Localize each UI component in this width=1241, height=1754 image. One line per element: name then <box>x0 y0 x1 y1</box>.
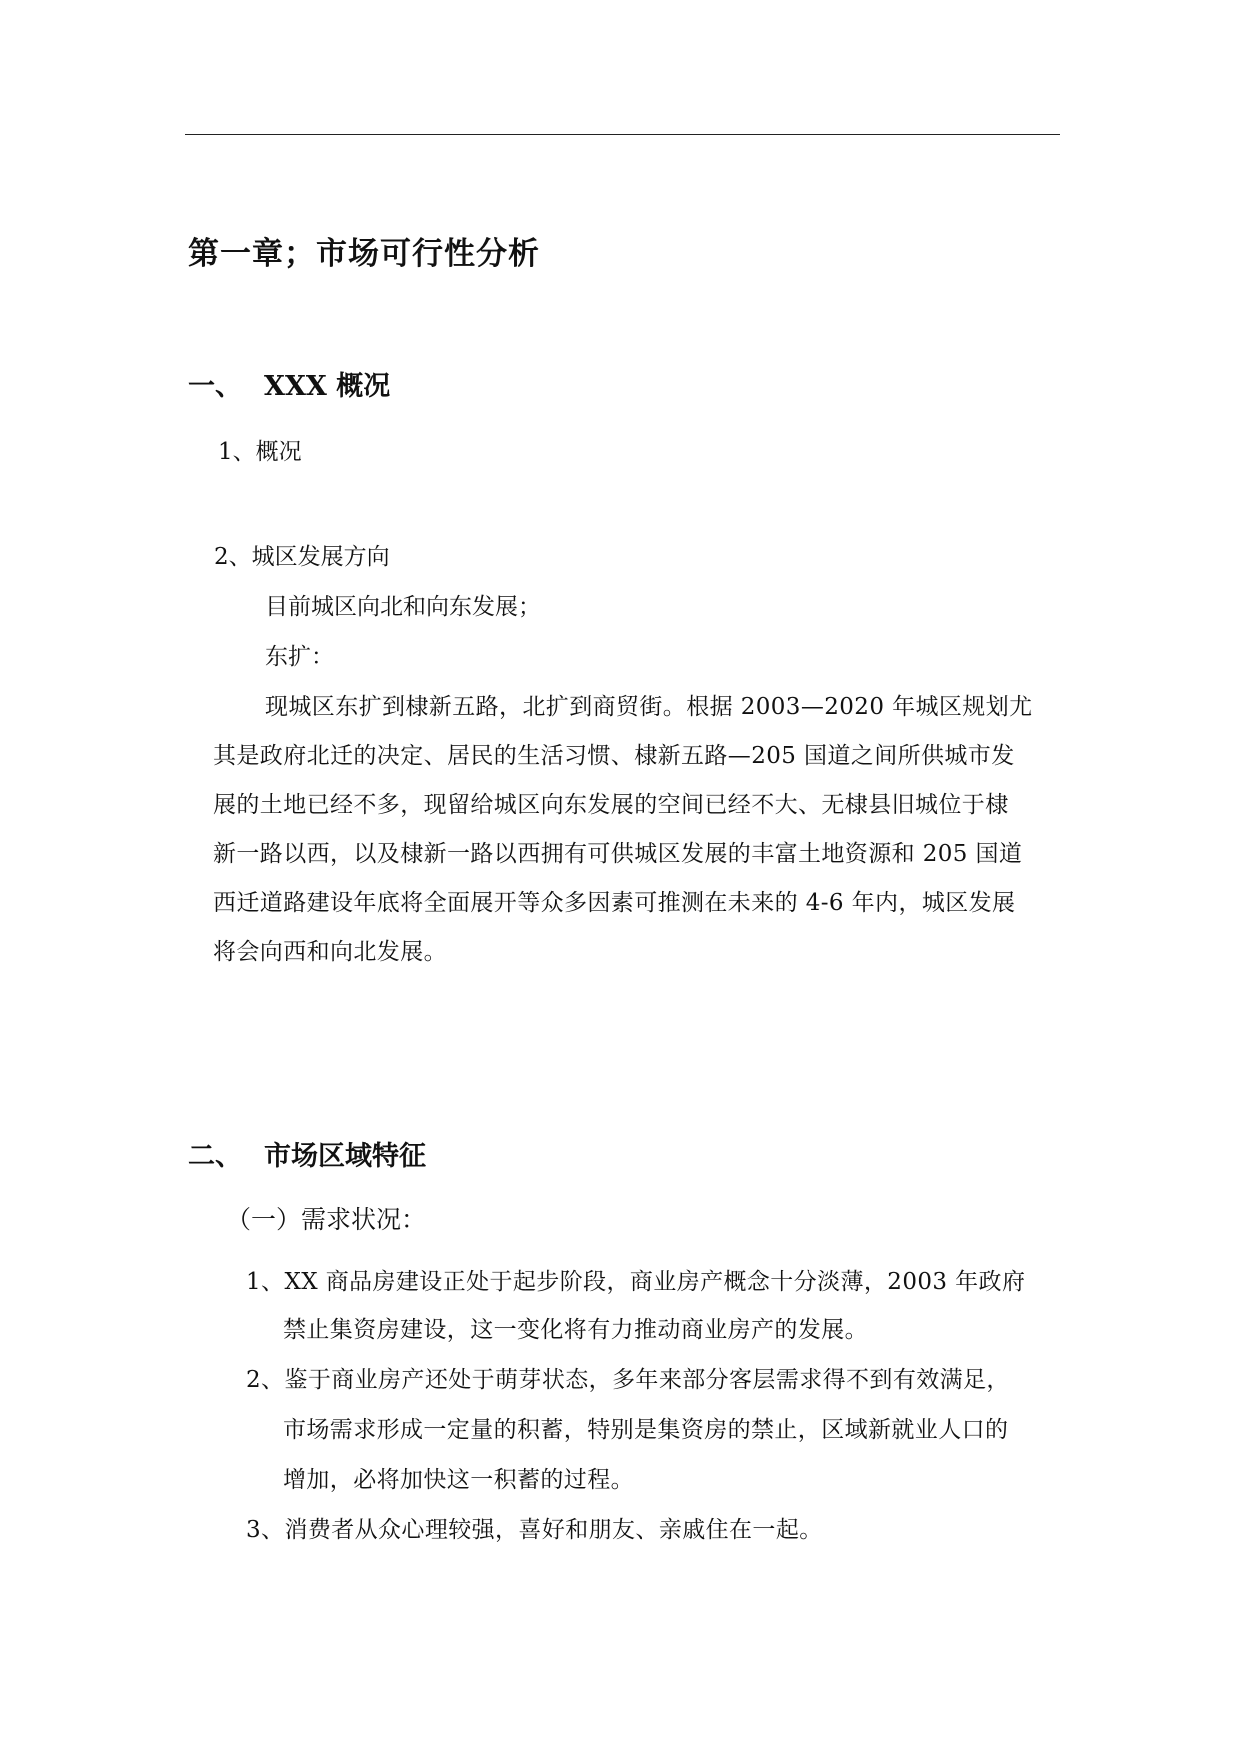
item-text: 消费者从众心理较强，喜好和朋友、亲戚住在一起。 <box>284 1517 823 1543</box>
paragraph-line: 现城区东扩到棣新五路，北扩到商贸街。根据 2003—2020 年城区规划尤 <box>265 694 1033 720</box>
chapter-title: 第一章；市场可行性分析 <box>188 236 540 272</box>
section-2-number: 二、 <box>188 1141 242 1172</box>
paragraph-line: 其是政府北迁的决定、居民的生活习惯、棣新五路—205 国道之间所供城市发 <box>213 743 1015 769</box>
direction-line: 目前城区向北和向东发展； <box>265 594 541 620</box>
paragraph-line: 将会向西和向北发展。 <box>213 939 447 965</box>
item-number: 1、 <box>246 1269 285 1295</box>
section-1-item-2: 2、城区发展方向 <box>214 544 390 570</box>
demand-item-3 <box>246 1511 823 1544</box>
section-1-heading <box>188 364 390 403</box>
east-expansion-label: 东扩： <box>265 644 334 670</box>
item-continuation: 市场需求形成一定量的积蓄，特别是集资房的禁止，区域新就业人口的 <box>283 1417 1009 1443</box>
demand-item-2 <box>246 1361 1010 1394</box>
demand-item-1 <box>246 1263 1025 1296</box>
item-text: XX 商品房建设正处于起步阶段，商业房产概念十分淡薄，2003 年政府 <box>284 1269 1026 1295</box>
header-rule <box>185 134 1060 135</box>
item-continuation: 禁止集资房建设，这一变化将有力推动商业房产的发展。 <box>283 1317 868 1343</box>
section-1-title: XXX 概况 <box>264 371 391 402</box>
item-text: 鉴于商业房产还处于萌芽状态，多年来部分客层需求得不到有效满足， <box>284 1367 1010 1393</box>
item-continuation: 增加，必将加快这一积蓄的过程。 <box>283 1467 634 1493</box>
item-number: 2、 <box>246 1367 285 1393</box>
section-2-title: 市场区域特征 <box>264 1141 426 1172</box>
paragraph-line: 西迁道路建设年底将全面展开等众多因素可推测在未来的 4-6 年内，城区发展 <box>213 890 1016 916</box>
section-1-number: 一、 <box>188 371 242 402</box>
paragraph-line: 展的土地已经不多，现留给城区向东发展的空间已经不大、无棣县旧城位于棣 <box>213 792 1009 818</box>
item-number: 3、 <box>246 1517 285 1543</box>
section-1-item-1: 1、概况 <box>218 439 302 465</box>
paragraph-line: 新一路以西，以及棣新一路以西拥有可供城区发展的丰富土地资源和 205 国道 <box>213 841 1023 867</box>
demand-subheading: （一）需求状况： <box>226 1205 427 1234</box>
section-2-heading <box>188 1134 426 1173</box>
